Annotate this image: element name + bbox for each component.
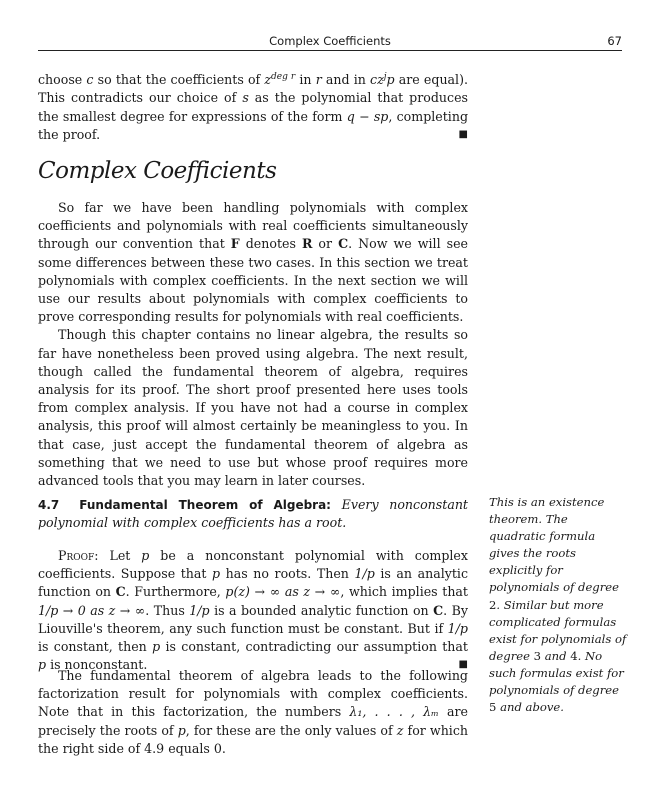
proof-block: Proof: Let p be a nonconstant polynomial with complex coefficients. Suppose that p has no roots. Then 1/p is an analytic function on C. Furthermore, p(z) → ∞ as z → ∞, which implies that 1/p → 0 as z → ∞. Thus 1/p is a bounded analytic function on C. By Liouville's theorem, any such function must be constant. But if 1/p is constant, then p is constant, contradicting our assumption that p is nonconstant. ■ — [38, 547, 468, 674]
previous-proof-ending: choose c so that the coefficients of $z^{deg r}$ in r and in $cz^jp$ are equal). This contradicts our choice of s as the polynomial that produces the smallest degree for expressions of the form q − sp, completing the proof. ■ — [38, 68, 468, 144]
proof-label: Proof: — [58, 548, 99, 563]
qed-mark: ■ — [458, 659, 468, 671]
followup-paragraph: The fundamental theorem of algebra leads to the following factorization result for polynomials with complex coefficients. Note that in this factorization, the numbers λ₁, . . . , λₘ are precisely the roots of p, for these are the only values of z for which the right side of 4.9 equals 0. — [38, 668, 468, 756]
intro-paragraph-1: So far we have been handling polynomials with complex coefficients and polynomials with real coefficients simultaneously through our convention that F denotes R or C. Now we will see some differences between these two cases. In this section we treat polynomials with complex coefficients. In the next section we will use our results about polynomials with complex coefficients to prove corresponding results for polynomials with real coefficients. — [38, 200, 468, 325]
running-head — [38, 34, 622, 51]
section-heading: Complex Coefficients — [38, 158, 277, 184]
margin-note: This is an existence theorem. The quadratic formula gives the roots explicitly for polynomials of degree 2. Similar but more complicated formulas exist for polynomials of degree 3 and 4. No such formulas exist for polynomials of degree 5 and above. — [489, 495, 627, 715]
intro-paragraph-2: Though this chapter contains no linear algebra, the results so far have nonetheless been proved using algebra. The next result, though called the fundamental theorem of algebra, requires analysis for its proof. The short proof presented here uses tools from complex analysis. If you have not had a course in complex analysis, this proof will almost certainly be meaningless to you. In that case, just accept the fundamental theorem of algebra as something that we need to use but whose proof requires more advanced tools that you may learn in later courses. — [38, 327, 468, 489]
theorem-number: 4.7 — [38, 498, 60, 512]
theorem-4-7 — [38, 496, 468, 532]
qed-mark: ■ — [458, 128, 468, 140]
theorem-name: Fundamental Theorem of Algebra: — [79, 498, 331, 512]
page-number: 67 — [607, 34, 622, 48]
running-head-title: Complex Coefficients — [269, 34, 391, 48]
theorem-statement: Every nonconstant polynomial with complex coefficients has a root. — [38, 497, 468, 531]
intro-text — [38, 199, 468, 490]
